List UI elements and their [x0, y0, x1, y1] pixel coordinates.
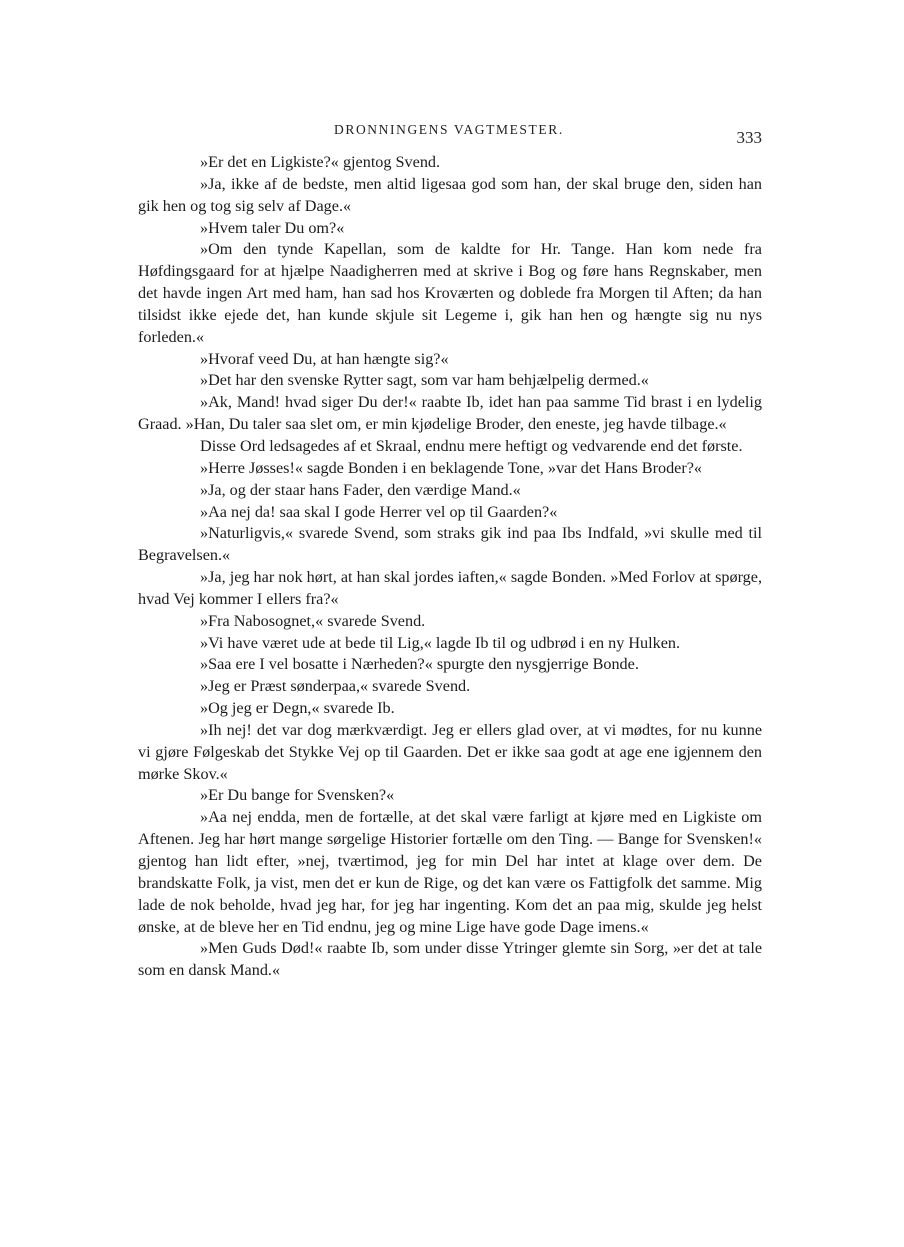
paragraph: »Om den tynde Kapellan, som de kaldte for Hr. Tange. Han kom nede fra Høfdingsgaard for at hjælpe Naadigherren med at skrive i Bog og føre hans Regnskaber, men det havde ingen Art med ham, han sad hos Kroværten og doblede fra Morgen til Aften; da han tilsidst ikke ejede det, han kunde skjule sit Legeme i, gik han hen og hængte sig nu nys forleden.« — [138, 240, 762, 346]
paragraph: Disse Ord ledsagedes af et Skraal, endnu mere heftigt og vedvarende end det første. — [200, 436, 743, 455]
paragraph: »Fra Nabosognet,« svarede Svend. — [200, 611, 426, 630]
paragraph: »Naturligvis,« svarede Svend, som straks gik ind paa Ibs Indfald, »vi skulle med til Begravelsen.« — [138, 524, 762, 565]
paragraph: »Og jeg er Degn,« svarede Ib. — [200, 699, 395, 718]
paragraph: »Aa nej da! saa skal I gode Herrer vel op til Gaarden?« — [200, 502, 558, 521]
paragraph: »Saa ere I vel bosatte i Nærheden?« spurgte den nysgjerrige Bonde. — [200, 655, 639, 674]
paragraph: »Vi have været ude at bede til Lig,« lagde Ib til og udbrød i en ny Hulken. — [200, 633, 681, 652]
paragraph: »Ih nej! det var dog mærkværdigt. Jeg er ellers glad over, at vi mødtes, for nu kunne vi gjøre Følgeskab det Stykke Vej op til Gaarden. Det er ikke saa godt at age ene igjennem den mørke Skov.« — [138, 720, 762, 783]
paragraph: »Ja, jeg har nok hørt, at han skal jordes iaften,« sagde Bonden. »Med Forlov at spørge, hvad Vej kommer I ellers fra?« — [138, 568, 762, 608]
paragraph: »Herre Jøsses!« sagde Bonden i en beklagende Tone, »var det Hans Broder?« — [200, 458, 703, 477]
paragraph: »Hvem taler Du om?« — [200, 218, 345, 237]
paragraph: »Ak, Mand! hvad siger Du der!« raabte Ib, idet han paa samme Tid brast i en lydelig Graad. »Han, Du taler saa slet om, er min kjødelige Broder, den eneste, jeg havde tilbage.« — [138, 393, 762, 434]
paragraph: »Aa nej endda, men de fortælle, at det skal være farligt at kjøre med en Ligkiste om Aftenen. Jeg har hørt mange sørgelige Historier fortælle om den Ting. — Bange for Svensken!« gjentog han lidt efter, »nej, tværtimod, jeg for min Del har intet at klage over dem. De brandskatte Folk, ja vist, men det er kun de Rige, og det kan være os Fattigfolk det samme. Mig lade de nok beholde, hvad jeg har, for jeg har ingenting. Kom det an paa mig, skulde jeg helst ønske, at de bleve her en Tid endnu, jeg og mine Lige have gode Dage imens.« — [138, 808, 762, 936]
page-number: 333 — [736, 128, 762, 147]
paragraph: »Det har den svenske Rytter sagt, som var ham behjælpelig dermed.« — [200, 371, 649, 390]
paragraph: »Ja, og der staar hans Fader, den værdige Mand.« — [200, 480, 521, 499]
paragraph: »Hvoraf veed Du, at han hængte sig?« — [200, 349, 449, 368]
page-header — [138, 122, 762, 152]
paragraph: »Ja, ikke af de bedste, men altid ligesaa god som han, der skal bruge den, siden han gik hen og tog sig selv af Dage.« — [138, 174, 762, 215]
paragraph: »Er det en Ligkiste?« gjentog Svend. — [200, 153, 441, 171]
body-text — [138, 152, 762, 982]
running-title: DRONNINGENS VAGTMESTER. — [334, 122, 564, 137]
paragraph: »Er Du bange for Svensken?« — [200, 786, 395, 805]
paragraph: »Men Guds Død!« raabte Ib, som under disse Ytringer glemte sin Sorg, »er det at tale som en dansk Mand.« — [138, 939, 762, 980]
paragraph: »Jeg er Præst sønderpaa,« svarede Svend. — [200, 677, 471, 696]
